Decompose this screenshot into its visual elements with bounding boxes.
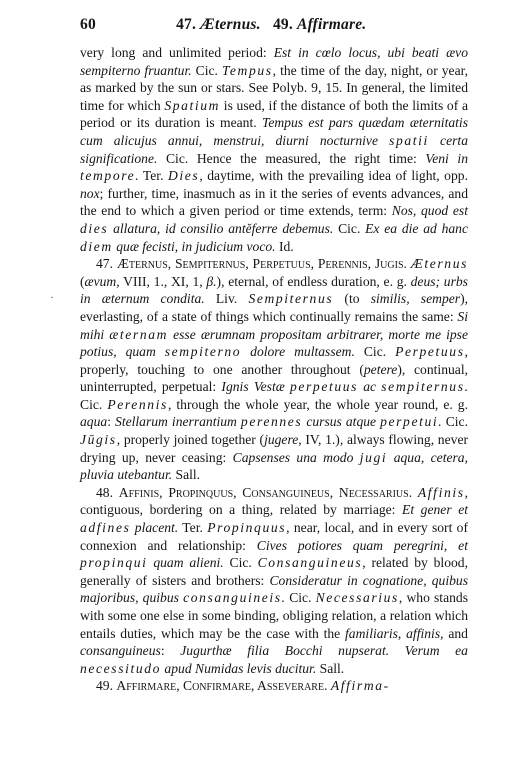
text-segment: Et gener et <box>402 502 468 518</box>
text-segment: necessitudo <box>80 660 162 676</box>
text-segment: nox <box>80 185 100 201</box>
text-segment: ), everlasting, of a state of things which continually remains the same: <box>80 291 468 324</box>
text-segment: Affirmare, Confirmare, Asseverare. <box>116 678 328 694</box>
text-segment: æternam <box>109 326 169 342</box>
text-segment: Affinis <box>417 484 465 500</box>
text-segment: Cic. <box>441 414 468 430</box>
text-segment: esse ærumnam propositam arbitrarer, morte me ipse potius, quam <box>80 326 468 360</box>
running-header <box>80 16 468 34</box>
text-segment: Jugurthæ filia Bocchi nupserat. Verum ea <box>180 643 468 659</box>
text-segment: Cic. <box>80 396 108 412</box>
text-segment: Sall. <box>172 467 201 483</box>
text-segment: perpetuus <box>290 379 359 395</box>
text-segment: Affinis, Propinquus, Consanguineus, Necessarius. <box>118 484 413 500</box>
text-segment: , VIII, 1., XI, 1, <box>116 273 207 289</box>
text-segment: Perpetuus <box>395 344 465 360</box>
text-segment: , daytime, with the prevailing idea of light, opp. <box>199 168 468 184</box>
text-segment: Cic. <box>333 220 366 236</box>
text-segment: Cic. Hence the measured, the right time: <box>157 150 426 166</box>
text-segment: Consanguineus <box>257 555 363 571</box>
text-segment: quæ fecisti, in judicium voco. <box>112 238 276 254</box>
paragraph-entry-49 <box>80 677 468 695</box>
text-segment: Si mihi <box>80 308 468 342</box>
text-segment: Æternus <box>410 256 468 272</box>
text-segment: Capsenses una modo <box>232 449 360 465</box>
text-segment: Veni in <box>425 150 468 166</box>
text-segment: 48. <box>96 484 119 500</box>
text-segment: Tempus est pars quædam æternitatis cum alicujus annui, menstrui, diurni nocturnive <box>80 115 468 148</box>
text-segment: , and <box>440 625 468 641</box>
text-segment: ), continual, uninterrupted, perpetual: <box>80 361 468 395</box>
text-segment: Id. <box>275 238 294 254</box>
text-segment: Cic. <box>285 590 316 606</box>
text-segment: consanguineis <box>183 590 282 606</box>
text-segment: ævum <box>84 273 117 289</box>
text-segment: Cic. <box>223 555 258 571</box>
text-segment: Propinquus <box>207 520 287 536</box>
text-segment: . <box>438 414 442 430</box>
text-segment: is used, if the distance of both the limits of a period or its duration is meant. <box>80 97 468 131</box>
text-segment: sempiternus <box>381 379 465 395</box>
text-segment: sempiterno <box>164 344 242 360</box>
text-segment: propinqui <box>80 555 148 571</box>
text-segment: deus; urbs in æternum condita. <box>80 273 468 307</box>
text-segment: cursus atque <box>302 414 381 430</box>
text-segment: Cives potiores quam peregrini, et <box>256 537 468 553</box>
text-segment: Spatium <box>164 97 221 113</box>
page-body <box>80 44 468 695</box>
text-segment: tempore <box>80 168 136 184</box>
text-segment: Stellarum inerrantium <box>115 414 241 430</box>
text-segment: Dies <box>168 168 200 184</box>
text-segment: 47. <box>96 256 117 272</box>
text-segment: apud Numidas levis ducitur. <box>161 660 317 676</box>
text-segment: allatura, id consilio antĕferre debemus. <box>108 220 334 236</box>
page-number: 60 <box>80 16 96 33</box>
text-segment: Consideratur in cognatione, quibus majoribus, quibus <box>80 572 468 606</box>
text-segment: Æternus, Sempiternus, Perpetuus, Perennis, Jugis. <box>116 256 407 272</box>
text-segment: Ter. <box>178 520 208 536</box>
text-segment: placent. <box>130 520 179 536</box>
text-segment: . <box>281 590 286 606</box>
text-segment: , properly, touching to one another throughout ( <box>80 344 469 377</box>
text-segment: ( <box>80 273 85 289</box>
text-segment: adfines <box>80 520 131 536</box>
text-segment: very long and unlimited period: <box>80 45 274 60</box>
text-segment: spatii <box>389 132 429 148</box>
text-segment: Tempus <box>221 62 273 78</box>
text-segment: ), eternal, of endless duration, e. g. <box>216 273 411 289</box>
text-segment: Liv. <box>204 291 249 307</box>
text-segment: similis, semper <box>370 291 461 307</box>
paragraph-entry-48 <box>80 484 468 678</box>
text-segment: petere <box>363 361 398 377</box>
text-segment: : <box>107 414 116 430</box>
text-segment: ac <box>358 379 382 395</box>
text-segment: aqua <box>80 414 108 430</box>
text-segment: (to <box>333 291 371 307</box>
text-segment: . <box>464 379 469 395</box>
text-segment: Perennis <box>107 396 168 412</box>
header-entry-49-number: 49. <box>272 16 293 33</box>
text-segment: , related by blood, generally of sisters and brothers: <box>80 555 468 588</box>
text-segment: ; further, time, inasmuch as in it the series of events advances, and the end to which a given period or time extends, term: <box>80 185 468 219</box>
paragraph-continuation <box>80 44 468 255</box>
text-segment: 49. <box>96 678 117 694</box>
text-segment: jugi <box>359 449 388 465</box>
text-segment: . <box>135 168 139 184</box>
text-segment: Necessarius <box>315 590 399 606</box>
text-segment: , near, local, and in every sort of connexion and relationship: <box>80 520 468 553</box>
text-segment: quam alieni. <box>147 555 224 571</box>
text-segment: aqua, cetera, pluvia utebantur. <box>80 449 469 483</box>
text-segment: , IV, 1.), always flowing, never drying up, never ceasing: <box>80 432 468 465</box>
header-entry-47-number: 47. <box>176 16 197 33</box>
text-segment: consanguineus <box>80 643 161 659</box>
text-segment: Cic. <box>354 344 396 360</box>
text-segment: Est in cœlo locus, ubi beati ævo sempiterno fruantur. <box>80 45 468 78</box>
text-segment: dolore multassem. <box>241 344 355 360</box>
header-entry-47-word: Æternus. <box>200 16 261 33</box>
text-segment: Ex ea die ad hanc <box>365 220 469 236</box>
text-segment: jugere <box>264 432 299 448</box>
text-segment: perpetui <box>380 414 439 430</box>
text-segment: perennes <box>240 414 303 430</box>
text-segment: β. <box>206 273 217 289</box>
text-segment: dies <box>80 220 109 236</box>
margin-tick: · <box>50 290 54 304</box>
text-segment: Jūgis <box>80 432 117 448</box>
text-segment: Ignis Vestæ <box>221 379 291 395</box>
text-segment: , contiguous, bordering on a thing, related by marriage: <box>80 484 469 518</box>
header-entry-49-word: Affirmare. <box>297 16 367 33</box>
text-segment: familiaris, affinis <box>345 625 441 641</box>
text-segment: , the time of the day, night, or year, as marked by the sun or stars. See Polyb. 9, 15. In general, the limited time for which <box>80 62 468 113</box>
text-segment: Nos, quod est <box>391 203 468 219</box>
text-segment: Affirma- <box>330 678 390 694</box>
text-segment: Sempiternus <box>248 291 334 307</box>
text-segment: Sall. <box>316 660 345 676</box>
text-segment: Cic. <box>191 62 222 78</box>
text-segment: : <box>160 643 181 659</box>
paragraph-entry-47 <box>80 255 468 484</box>
text-segment: certa significatione. <box>80 132 468 166</box>
text-segment: Ter. <box>138 168 168 184</box>
text-segment: , through the whole year, the whole year round, e. g. <box>167 396 468 412</box>
text-segment: diem <box>80 238 113 254</box>
text-segment: , who stands with some one else in some binding, obliging relation, a relation which entails duties, which may be the case with the <box>80 590 468 641</box>
text-segment: , properly joined together ( <box>116 432 265 448</box>
